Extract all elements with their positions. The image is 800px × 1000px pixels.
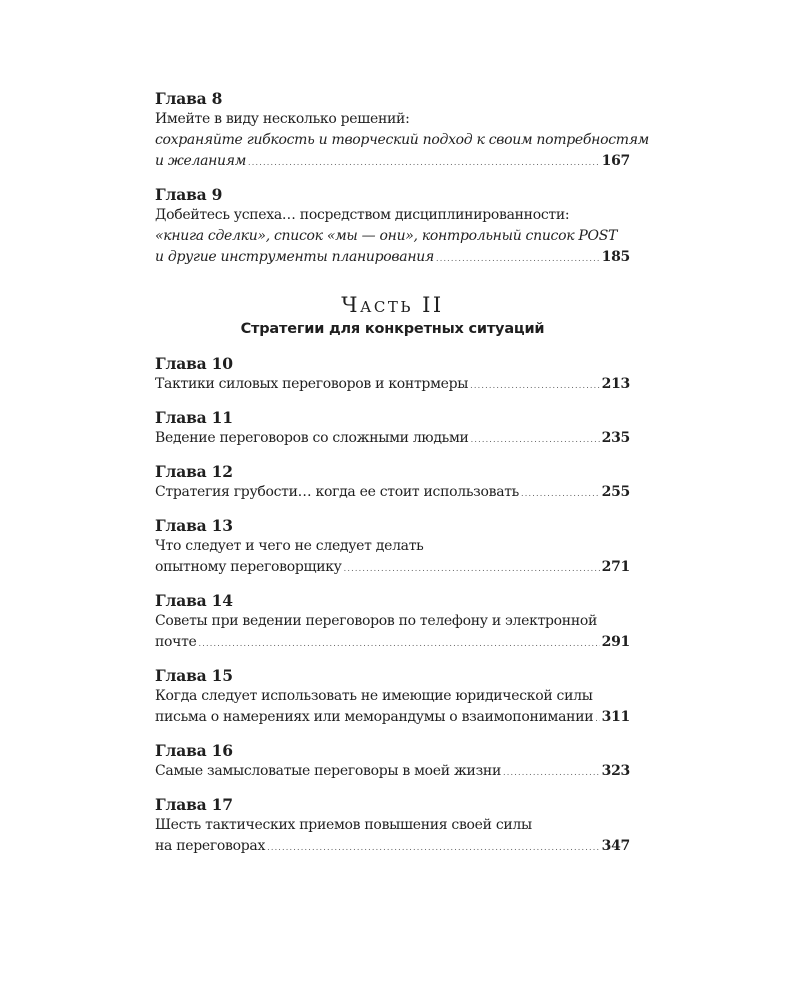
chapter-title: Глава 14	[155, 591, 233, 610]
chapter-subtitle-line: почте	[155, 634, 197, 650]
toc-leader-row	[155, 151, 630, 173]
dot-leader	[471, 429, 600, 450]
chapter-subtitle-line: Ведение переговоров со сложными людьми	[155, 430, 469, 446]
chapter-subtitle-line: Когда следует использовать не имеющие юридической силы	[155, 688, 593, 704]
chapter-title: Глава 11	[155, 408, 233, 427]
chapter-title: Глава 15	[155, 666, 233, 685]
chapter-subtitle-line: опытному переговорщику	[155, 559, 342, 575]
dot-leader	[436, 248, 600, 269]
page-number: 235	[601, 430, 630, 446]
dot-leader	[595, 708, 599, 729]
dot-leader	[199, 633, 600, 654]
chapter-subtitle-line: и другие инструменты планирования	[155, 249, 434, 265]
chapter-subtitle-line: и желаниям	[155, 153, 247, 169]
chapter-subtitle-line: Шесть тактических приемов повышения своей силы	[155, 817, 532, 833]
chapter-title: Глава 9	[155, 185, 223, 204]
toc-leader-row	[155, 707, 630, 729]
chapter-title: Глава 16	[155, 741, 233, 760]
toc-entry	[155, 184, 630, 269]
chapter-title: Глава 13	[155, 516, 233, 535]
page-number: 323	[601, 763, 630, 779]
toc-entry	[155, 88, 649, 173]
chapter-subtitle-line: на переговорах	[155, 838, 266, 854]
chapter-subtitle-line: письма о намерениях или меморандумы о взаимопонимании	[155, 709, 594, 725]
dot-leader	[521, 483, 600, 504]
part-title: Часть II	[341, 293, 444, 317]
chapter-subtitle-line: Тактики силовых переговоров и контрмеры	[155, 376, 469, 392]
toc-entry	[155, 794, 630, 858]
toc-entry	[155, 353, 630, 396]
page-number: 255	[601, 484, 630, 500]
toc-leader-row	[155, 761, 630, 783]
toc-entry	[155, 590, 630, 654]
chapter-subtitle-line: Самые замысловатые переговоры в моей жизни	[155, 763, 501, 779]
toc-entry	[155, 665, 630, 729]
part-heading-block	[155, 291, 630, 339]
chapter-subtitle-line: Советы при ведении переговоров по телефону и электронной	[155, 613, 598, 629]
toc-leader-row	[155, 482, 630, 504]
table-of-contents	[155, 88, 649, 869]
page-number: 167	[601, 153, 630, 169]
chapter-subtitle-line: Что следует и чего не следует делать	[155, 538, 424, 554]
chapter-subtitle-line: «книга сделки», список «мы — они», контрольный список POST	[155, 228, 618, 244]
chapter-subtitle-line: Добейтесь успеха… посредством дисциплинированности:	[155, 207, 570, 223]
toc-leader-row	[155, 836, 630, 858]
toc-leader-row	[155, 374, 630, 396]
dot-leader	[470, 375, 600, 396]
chapter-subtitle-line: Стратегия грубости… когда ее стоит использовать	[155, 484, 520, 500]
toc-leader-row	[155, 428, 630, 450]
page-number: 311	[601, 709, 630, 725]
toc-entry	[155, 740, 630, 783]
toc-leader-row	[155, 247, 630, 269]
chapter-title: Глава 17	[155, 795, 233, 814]
part-subtitle: Стратегии для конкретных ситуаций	[240, 321, 545, 337]
toc-leader-row	[155, 557, 630, 579]
dot-leader	[267, 837, 600, 858]
dot-leader	[344, 558, 600, 579]
chapter-title: Глава 8	[155, 89, 223, 108]
toc-leader-row	[155, 632, 630, 654]
page-number: 347	[601, 838, 630, 854]
toc-entry	[155, 461, 630, 504]
dot-leader	[503, 762, 600, 783]
page-number: 213	[601, 376, 630, 392]
page-number: 271	[601, 559, 630, 575]
toc-entry	[155, 515, 630, 579]
toc-entry	[155, 407, 630, 450]
dot-leader	[248, 152, 600, 173]
chapter-subtitle-line: Имейте в виду несколько решений:	[155, 111, 410, 127]
chapter-title: Глава 10	[155, 354, 233, 373]
page-number: 291	[601, 634, 630, 650]
chapter-title: Глава 12	[155, 462, 233, 481]
chapter-subtitle-line: сохраняйте гибкость и творческий подход к своим потребностям	[155, 132, 649, 148]
page-number: 185	[601, 249, 630, 265]
